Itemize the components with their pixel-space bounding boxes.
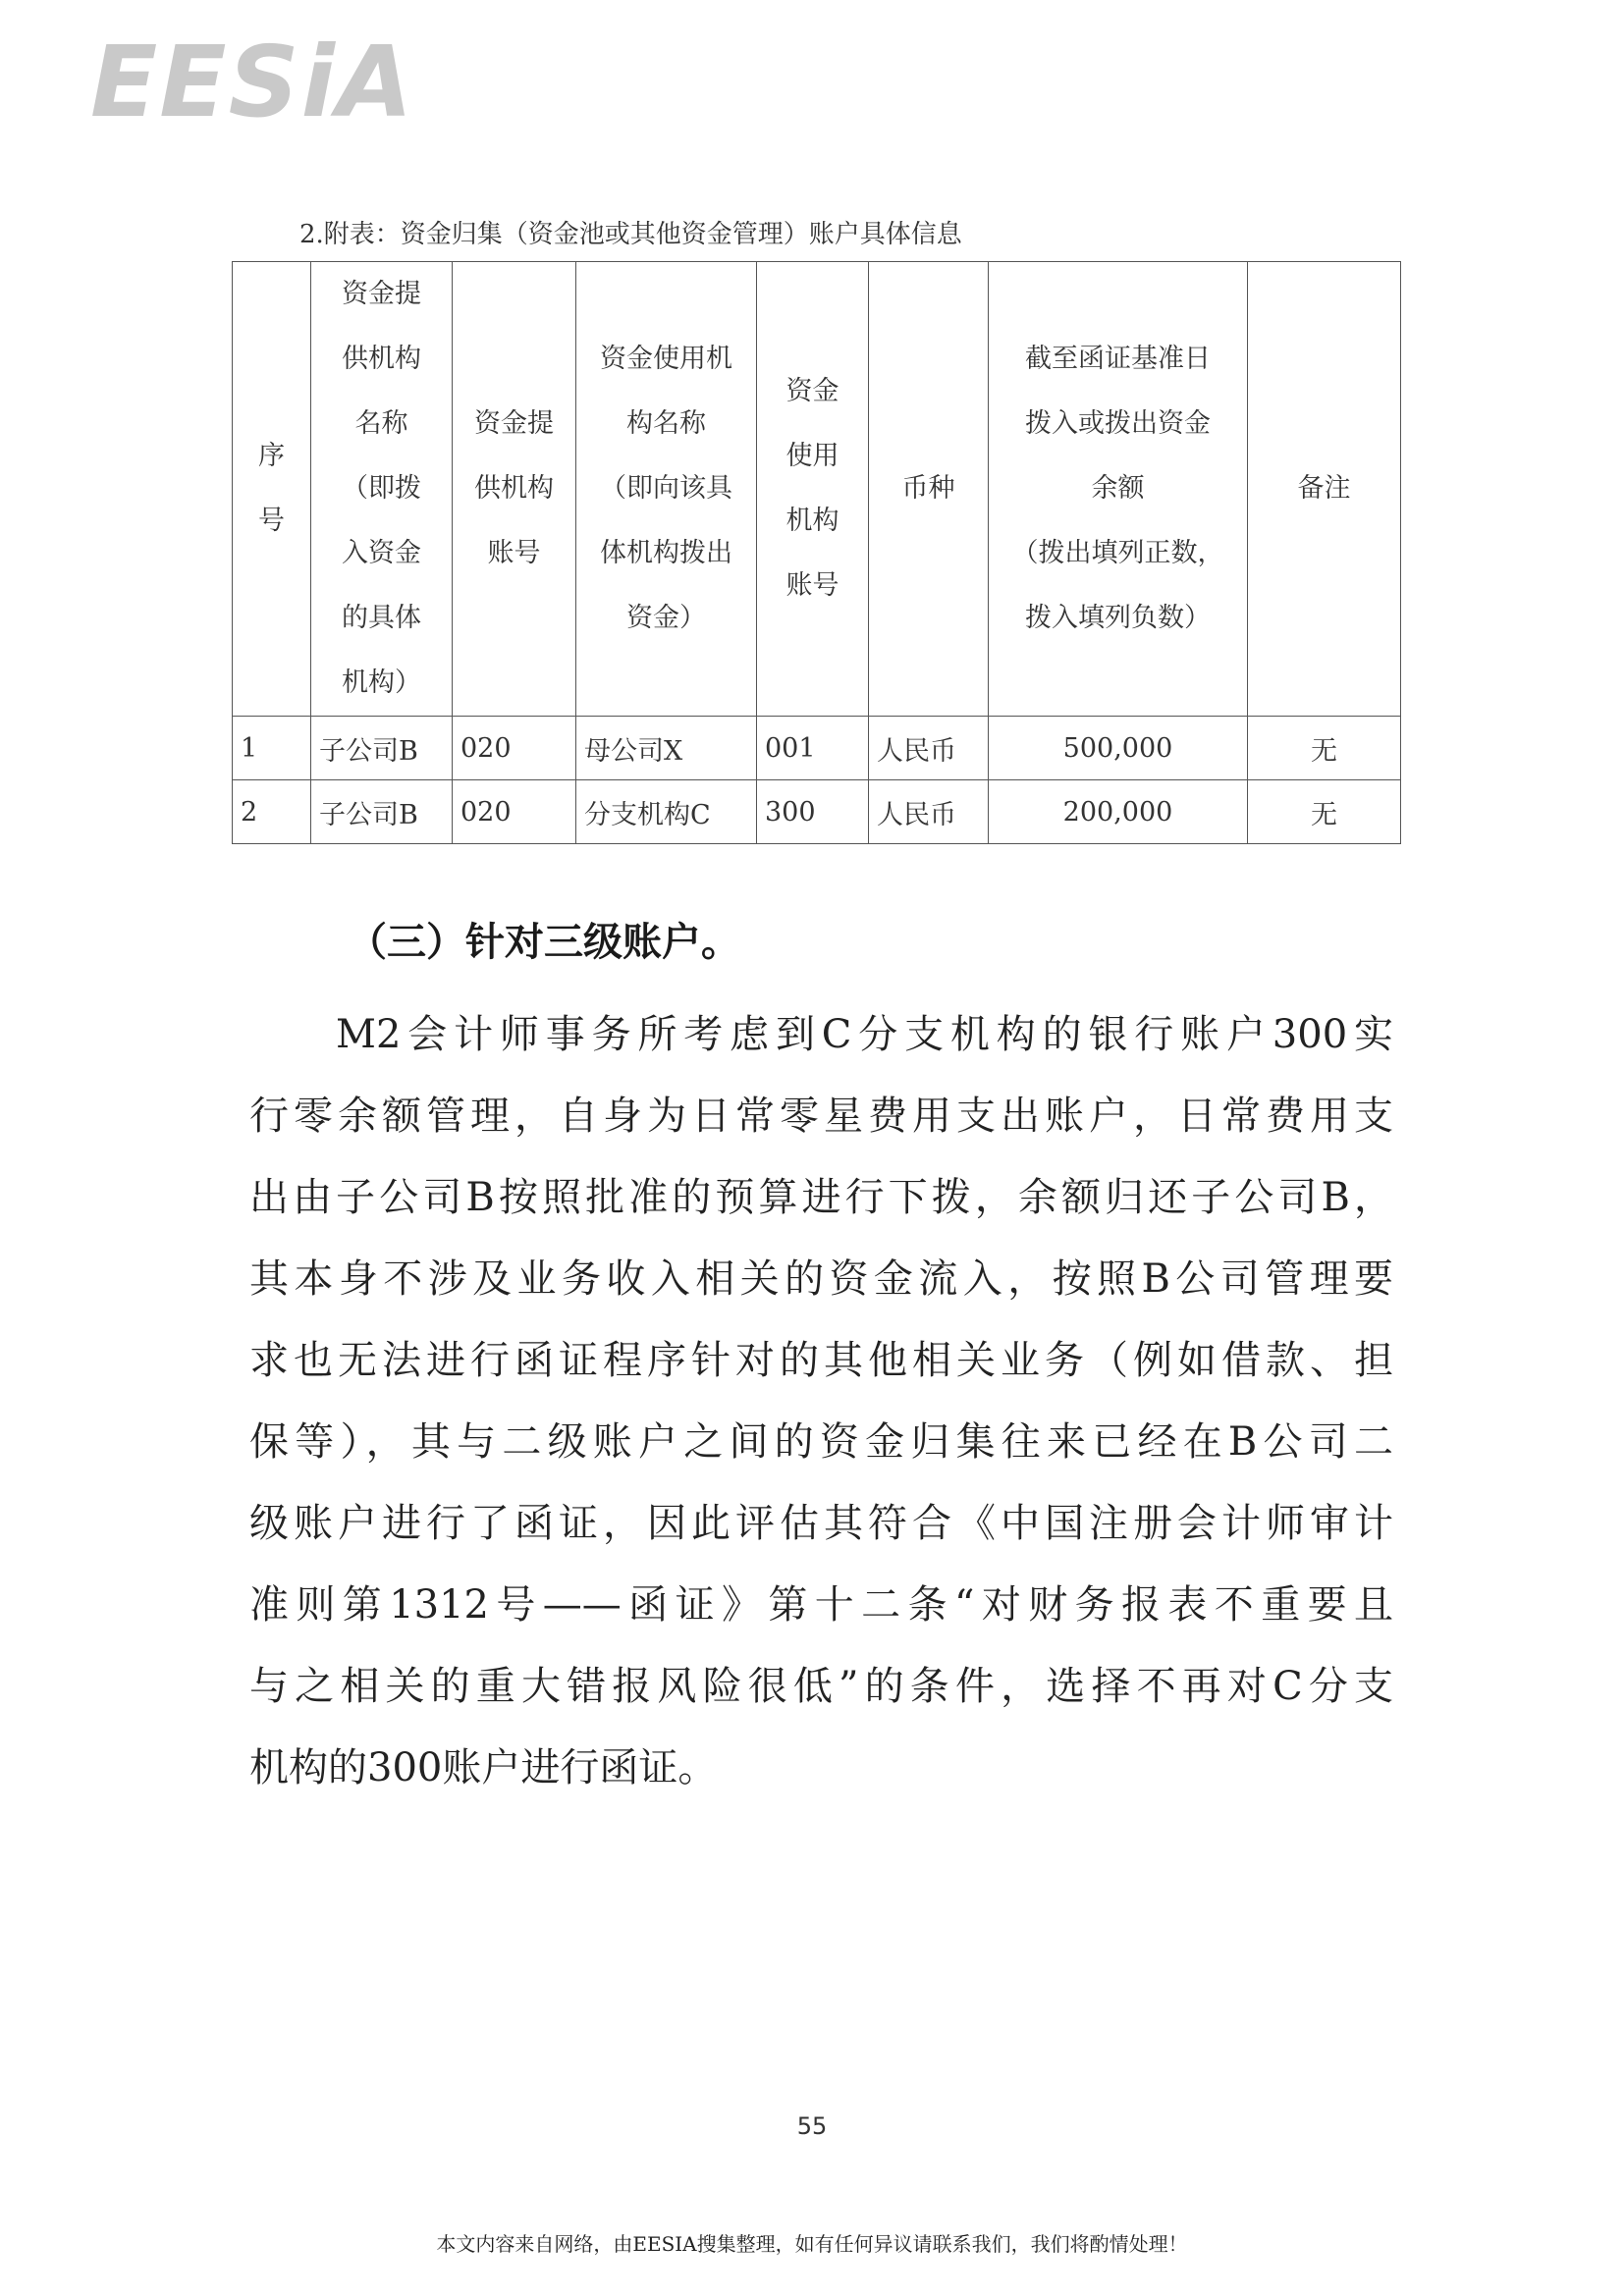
table-cell: 人民币 <box>869 717 989 780</box>
table-header-cell: 序 号 <box>233 262 311 717</box>
paragraph-line: 准则第1312号——函证》第十二条“对财务报表不重要且 <box>249 1582 1393 1628</box>
table-cell: 分支机构C <box>576 780 757 844</box>
paragraph-line: 行零余额管理，自身为日常零星费用支出账户，日常费用支 <box>249 1094 1393 1139</box>
table-cell: 子公司B <box>311 780 453 844</box>
table-cell: 无 <box>1248 717 1401 780</box>
page-number: 55 <box>796 2112 828 2140</box>
table-cell: 300 <box>757 780 869 844</box>
table-header-row <box>233 262 1401 717</box>
table-header-cell: 资金使用机 构名称 （即向该具 体机构拨出 资金） <box>576 262 757 717</box>
body-paragraph <box>249 994 1393 1809</box>
table-header-cell: 资金提 供机构 名称 （即拨 入资金 的具体 机构） <box>311 262 453 717</box>
table-header-cell: 资金 使用 机构 账号 <box>757 262 869 717</box>
table-header-cell: 备注 <box>1248 262 1401 717</box>
table-cell: 020 <box>453 717 576 780</box>
table-caption: 2.附表：资金归集（资金池或其他资金管理）账户具体信息 <box>299 220 962 249</box>
table-cell: 无 <box>1248 780 1401 844</box>
table-row <box>233 780 1401 844</box>
table-header-cell: 截至函证基准日 拨入或拨出资金 余额 （拨出填列正数， 拨入填列负数） <box>989 262 1248 717</box>
table-cell: 001 <box>757 717 869 780</box>
paragraph-line: 机构的300账户进行函证。 <box>249 1745 718 1790</box>
table-row <box>233 717 1401 780</box>
paragraph-line: M2会计师事务所考虑到C分支机构的银行账户300实 <box>336 1012 1393 1057</box>
eesia-logo: EESiA <box>90 25 415 139</box>
paragraph-line: 出由子公司B按照批准的预算进行下拨，余额归还子公司B， <box>249 1175 1393 1220</box>
paragraph-line: 求也无法进行函证程序针对的其他相关业务（例如借款、担 <box>249 1338 1393 1383</box>
section-heading: （三）针对三级账户。 <box>348 920 740 965</box>
table-cell: 1 <box>233 717 311 780</box>
table-cell: 200,000 <box>989 780 1248 844</box>
paragraph-line: 保等），其与二级账户之间的资金归集往来已经在B公司二 <box>249 1419 1393 1465</box>
paragraph-line: 其本身不涉及业务收入相关的资金流入，按照B公司管理要 <box>249 1256 1393 1302</box>
fund-pooling-table <box>232 261 1401 844</box>
table-body <box>233 717 1401 844</box>
table-cell: 人民币 <box>869 780 989 844</box>
paragraph-line: 与之相关的重大错报风险很低”的条件，选择不再对C分支 <box>249 1664 1393 1709</box>
table-cell: 子公司B <box>311 717 453 780</box>
table-cell: 500,000 <box>989 717 1248 780</box>
table-header-cell: 资金提 供机构 账号 <box>453 262 576 717</box>
footer-note: 本文内容来自网络，由EESIA搜集整理，如有任何异议请联系我们，我们将酌情处理！ <box>436 2232 1188 2256</box>
paragraph-line: 级账户进行了函证，因此评估其符合《中国注册会计师审计 <box>249 1501 1393 1546</box>
table-cell: 母公司X <box>576 717 757 780</box>
table-cell: 020 <box>453 780 576 844</box>
table-cell: 2 <box>233 780 311 844</box>
table-header-cell: 币种 <box>869 262 989 717</box>
